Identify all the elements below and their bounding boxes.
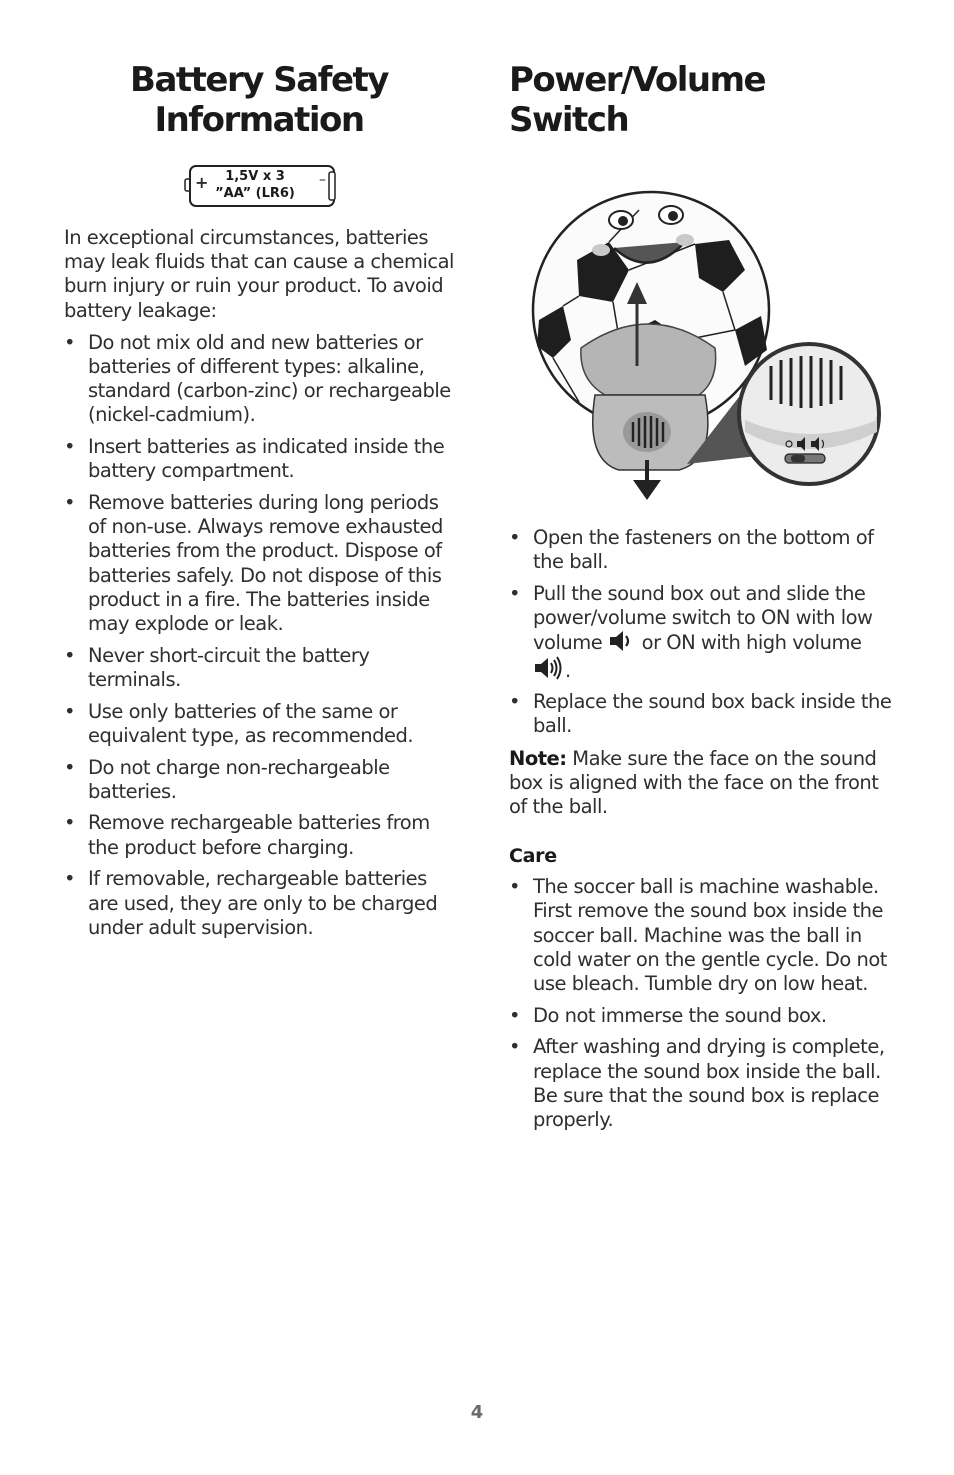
battery-intro: In exceptional circumstances, batteries may leak fluids that can cause a chemical burn injury or ruin your product. To avoid battery leakage: (64, 226, 454, 322)
list-item-text: Replace the sound box back inside the ball. (533, 690, 892, 738)
bullet: • (509, 875, 521, 899)
note-text: Make sure the face on the sound box is aligned with the face on the front of the ball. (509, 746, 879, 819)
list-item (64, 491, 454, 636)
list-item-text: Do not charge non-rechargeable batteries. (88, 755, 390, 803)
soccer-ball-sound-box-icon (509, 170, 894, 500)
list-item-text: If removable, rechargeable batteries are used, they are only to be charged under adult supervision. (88, 867, 438, 939)
list-item-text: Never short-circuit the battery terminals. (88, 643, 370, 691)
bullet: • (64, 867, 76, 891)
battery-minus: – (319, 172, 326, 188)
power-volume-section (509, 60, 894, 1140)
bullet: • (64, 811, 76, 835)
list-item-text: Use only batteries of the same or equivalent type, as recommended. (88, 699, 414, 747)
list-item (64, 811, 454, 859)
list-item-text: . (565, 658, 571, 682)
note-label: Note: (509, 746, 567, 770)
list-item (64, 867, 454, 940)
power-volume-steps (509, 526, 894, 739)
bullet: • (509, 1003, 521, 1027)
title-line-1: Battery Safety (130, 60, 388, 100)
list-item (64, 756, 454, 804)
list-item (64, 700, 454, 748)
bullet: • (509, 581, 521, 605)
bullet: • (509, 526, 521, 549)
soccer-ball-illustration (509, 170, 894, 500)
list-item (509, 526, 894, 574)
list-item (509, 690, 894, 738)
bullet: • (64, 755, 76, 779)
list-item (509, 582, 894, 683)
battery-label (205, 168, 305, 202)
list-item (509, 1035, 894, 1132)
list-item-text: After washing and drying is complete, replace the sound box inside the ball. Be sure that the sound box is replace properly. (533, 1035, 885, 1132)
battery-plus: + (195, 173, 209, 192)
list-item-text: or ON with high volume (635, 631, 862, 655)
list-item (64, 644, 454, 692)
list-item (509, 875, 894, 996)
battery-type: ”AA” (LR6) (215, 186, 295, 201)
list-item-text: The soccer ball is machine washable. First remove the sound box inside the soccer ball. Machine was the ball in cold water on the gentle cycle. Do not use bleach. Tumble dry on low heat. (533, 875, 887, 996)
bullet: • (64, 491, 76, 515)
list-item-text: Do not immerse the sound box. (533, 1003, 827, 1027)
list-item-text: Open the fasteners on the bottom of the ball. (533, 526, 874, 574)
battery-icon (179, 162, 339, 208)
bullet: • (64, 643, 76, 667)
list-item-text: Do not mix old and new batteries or batteries of different types: alkaline, standard (carbon-zinc) or rechargeable (nickel-cadmium). (88, 330, 451, 427)
page-number: 4 (470, 1402, 484, 1423)
list-item-text: Pull the sound box out and slide the power/volume switch to ON with low volume (533, 581, 873, 655)
battery-safety-title (64, 60, 454, 140)
bullet: • (64, 699, 76, 723)
speaker-low-volume-icon (608, 630, 636, 652)
bullet: • (509, 690, 521, 714)
bullet: • (64, 330, 76, 354)
list-item (64, 331, 454, 428)
list-item-text: Remove batteries during long periods of non-use. Always remove exhausted batteries from the product. Dispose of batteries safely. Do not dispose of this product in a fire. The batteries inside may explode or leak. (88, 491, 443, 636)
bullet: • (64, 435, 76, 459)
care-heading: Care (509, 845, 557, 868)
battery-voltage: 1,5V x 3 (225, 169, 285, 184)
battery-safety-section (64, 60, 454, 947)
battery-safety-list (64, 331, 454, 940)
bullet: • (509, 1035, 521, 1059)
care-list (509, 875, 894, 1132)
list-item (509, 1004, 894, 1028)
title-line-2: Information (154, 100, 364, 140)
speaker-high-volume-icon (533, 656, 565, 680)
power-volume-title: Power/Volume Switch (509, 60, 766, 140)
list-item-text: Remove rechargeable batteries from the product before charging. (88, 811, 430, 859)
list-item (64, 435, 454, 483)
note-paragraph (509, 747, 894, 820)
list-item-text: Insert batteries as indicated inside the battery compartment. (88, 435, 445, 483)
